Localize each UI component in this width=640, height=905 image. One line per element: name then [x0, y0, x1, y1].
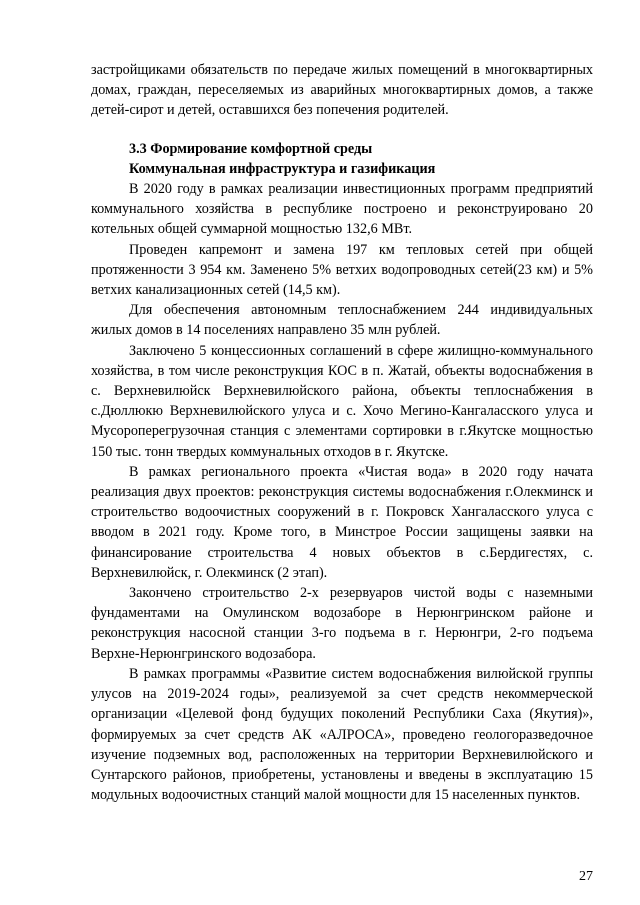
paragraph-autonomous-heating: Для обеспечения автономным теплоснабжением 244 индивидуальных жилых домов в 14 поселениях направлено 35 млн рублей. — [91, 302, 593, 339]
paragraph-clean-water: В рамках регионального проекта «Чистая вода» в 2020 году начата реализация двух проектов: реконструкция системы водоснабжения г.Олекминск и строительство водоочистных сооружений в г. Покровск Хангаласского улуса с вводом в 2021 году. Кроме того, в Минстрое России защищены заявки на финансирование строительства 4 новых объектов в с.Бердигестях, с. Верхневилюйск, г. Олекминск (2 этап). — [91, 463, 593, 581]
section-spacer — [91, 121, 593, 139]
section-title: 3.3 Формирование комфортной среды — [129, 140, 373, 157]
paragraph-reservoirs: Закончено строительство 2-х резервуаров чистой воды с наземными фундаментами на Омулинском водозаборе в Нерюнгринском районе и реконструкция насосной станции 3-го подъема в г. Нерюнгри, 2-го подъема Верхне-Нерюнгринского водозабора. — [91, 585, 593, 662]
section-subtitle: Коммунальная инфраструктура и газификация — [129, 160, 436, 177]
document-page — [91, 60, 593, 805]
paragraph-boilers: В 2020 году в рамках реализации инвестиционных программ предприятий коммунального хозяйства в республике построено и реконструировано 20 котельных общей суммарной мощностью 132,6 МВт. — [91, 181, 593, 238]
paragraph-heating-networks: Проведен капремонт и замена 197 км тепловых сетей при общей протяженности 3 954 км. Заменено 5% ветхих водопроводных сетей(23 км) и 5% ветхих канализационных сетей (14,5 км). — [91, 241, 593, 299]
page-number: 27 — [579, 869, 593, 884]
paragraph-concessions: Заключено 5 концессионных соглашений в сфере жилищно-коммунального хозяйства, в том числе реконструкция КОС в п. Жатай, объекты водоснабжения в с. Верхневилюйск Верхневилюйского района, объекты теплоснабжения в с.Дюллюкю Верхневилюйского улуса и с. Хочо Мегино-Кангаласского улуса и Мусороперегрузочная станция с элементами сортировки в г.Якутске мощностью 150 тыс. тонн твердых коммунальных отходов в г. Якутске. — [91, 342, 593, 460]
paragraph-continuation: застройщиками обязательств по передаче жилых помещений в многоквартирных домах, граждан, переселяемых из аварийных многоквартирных домов, а также детей-сирот и детей, оставшихся без попечения родителей. — [91, 62, 593, 119]
paragraph-vilyuy-program: В рамках программы «Развитие систем водоснабжения вилюйской группы улусов на 2019-2024 годы», реализуемой за счет средств некоммерческой организации «Целевой фонд будущих поколений Республики Саха (Якутия)», формируемых за счет средств АК «АЛРОСА», проведено геологоразведочное изучение подземных вод, расположенных на территории Верхневилюйского и Сунтарского районов, приобретены, установлены и введены в эксплуатацию 15 модульных водоочистных станций малой мощности для 15 населенных пунктов. — [91, 665, 593, 804]
